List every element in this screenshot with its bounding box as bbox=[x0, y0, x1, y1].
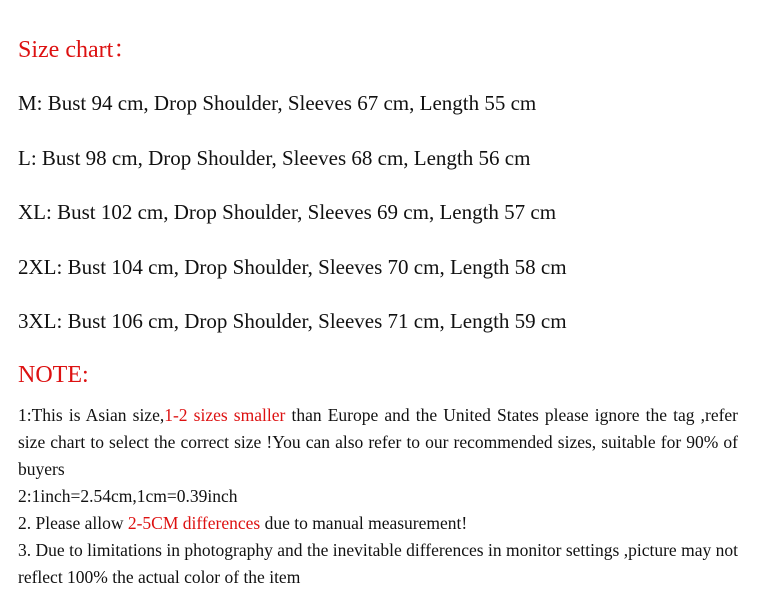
note-item-asian-size bbox=[18, 402, 738, 483]
note-text-before: 2. Please allow bbox=[18, 513, 128, 533]
note-title: NOTE: bbox=[18, 362, 89, 388]
note-text-after: than Europe and the United States please ignore the tag ,refer size chart to select the correct size !You can also refer to our recommended sizes, suitable for 90% of buyers bbox=[18, 405, 739, 479]
note-text-after: due to manual measurement! bbox=[260, 513, 468, 533]
note-highlight-cm-difference: 2-5CM differences bbox=[127, 513, 261, 533]
note-item-measurement-difference bbox=[18, 510, 738, 537]
note-text-before: 1:This is Asian size, bbox=[18, 405, 165, 425]
size-row-m: M: Bust 94 cm, Drop Shoulder, Sleeves 67 cm, Length 55 cm bbox=[18, 91, 537, 115]
size-row-3xl: 3XL: Bust 106 cm, Drop Shoulder, Sleeves 71 cm, Length 59 cm bbox=[18, 309, 567, 333]
note-item-photography-color: 3. Due to limitations in photography and the inevitable differences in monitor settings ,picture may not reflect 100% the actual color of the item bbox=[18, 540, 738, 587]
note-highlight-size-difference: 1-2 sizes smaller bbox=[164, 405, 286, 425]
size-row-xl: XL: Bust 102 cm, Drop Shoulder, Sleeves 69 cm, Length 57 cm bbox=[18, 200, 557, 224]
size-row-l: L: Bust 98 cm, Drop Shoulder, Sleeves 68 cm, Length 56 cm bbox=[18, 146, 531, 170]
size-chart-title: Size chart： bbox=[18, 37, 138, 63]
note-list bbox=[18, 402, 738, 591]
note-item-unit-conversion: 2:1inch=2.54cm,1cm=0.39inch bbox=[18, 486, 238, 506]
size-row-2xl: 2XL: Bust 104 cm, Drop Shoulder, Sleeves 70 cm, Length 58 cm bbox=[18, 255, 567, 279]
